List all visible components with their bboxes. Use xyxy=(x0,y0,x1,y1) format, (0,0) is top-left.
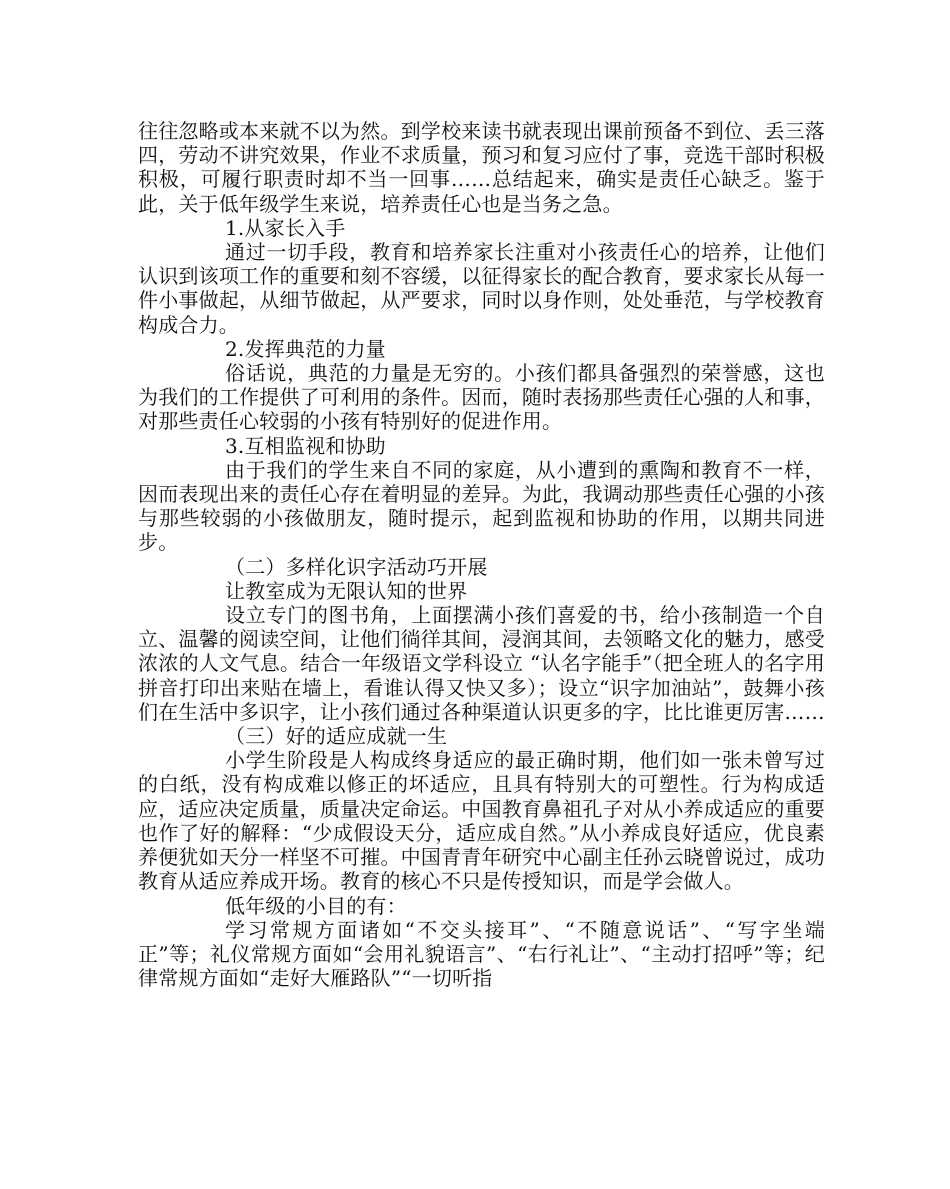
paragraph: 学习常规方面诸如“不交头接耳”、“不随意说话”、“写字坐端正”等；礼仪常规方面如“会用礼貌语言”、“右行礼让”、“主动打招呼”等；纪律常规方面如“走好大雁路队”“一切听指 xyxy=(138,917,825,991)
document-body xyxy=(138,119,825,990)
paragraph: 设立专门的图书角，上面摆满小孩们喜爱的书，给小孩制造一个自立、温馨的阅读空间，让他们徜徉其间，浸润其间，去领略文化的魅力，感受浓浓的人文气息。结合一年级语文学科设立 “认名字能手”（把全班人的名字用拼音打印出来贴在墙上，看谁认得又快又多）；设立“识字加油站”，鼓舞小孩们在生活中多识字，让小孩们通过各种渠道认识更多的字，比比谁更厉害…… xyxy=(138,603,825,724)
subsection-heading: 让教室成为无限认知的世界 xyxy=(225,578,468,603)
paragraph: 俗话说，典范的力量是无穷的。小孩们都具备强烈的荣誉感，这也为我们的工作提供了可利用的条件。因而，随时表扬那些责任心强的人和事，对那些责任心较弱的小孩有特别好的促进作用。 xyxy=(138,361,825,434)
section-heading: 3.互相监视和协助 xyxy=(225,433,386,458)
section-heading: 2.发挥典范的力量 xyxy=(225,336,386,361)
paragraph: 通过一切手段，教育和培养家长注重对小孩责任心的培养，让他们认识到该项工作的重要和刻不容缓，以征得家长的配合教育，要求家长从每一件小事做起，从细节做起，从严要求，同时以身作则，处处垂范，与学校教育构成合力。 xyxy=(138,240,825,337)
section-heading: （二）多样化识字活动巧开展 xyxy=(225,554,488,579)
paragraph: 小学生阶段是人构成终身适应的最正确时期，他们如一张未曾写过的白纸，没有构成难以修正的坏适应，且具有特别大的可塑性。行为构成适应，适应决定质量，质量决定命运。中国教育鼻祖孔子对从小养成适应的重要也作了好的解释：“少成假设天分，适应成自然。”从小养成良好适应，优良素养便犹如天分一样坚不可摧。中国青青年研究中心副主任孙云晓曾说过，成功教育从适应养成开场。教育的核心不只是传授知识，而是学会做人。 xyxy=(138,748,825,894)
paragraph: 往往忽略或本来就不以为然。到学校来读书就表现出课前预备不到位、丢三落四，劳动不讲究效果，作业不求质量，预习和复习应付了事，竞选干部时积极积极，可履行职责时却不当一回事……总结起来，确实是责任心缺乏。鉴于此，关于低年级学生来说，培养责任心也是当务之急。 xyxy=(138,119,825,216)
subsection-heading: 低年级的小目的有： xyxy=(225,893,407,918)
section-heading: 1.从家长入手 xyxy=(225,215,346,240)
paragraph: 由于我们的学生来自不同的家庭，从小遭到的熏陶和教育不一样，因而表现出来的责任心存在着明显的差异。为此，我调动那些责任心强的小孩与那些较弱的小孩做朋友，随时提示，起到监视和协助的作用，以期共同进步。 xyxy=(138,457,825,555)
section-heading: （三）好的适应成就一生 xyxy=(225,724,448,749)
